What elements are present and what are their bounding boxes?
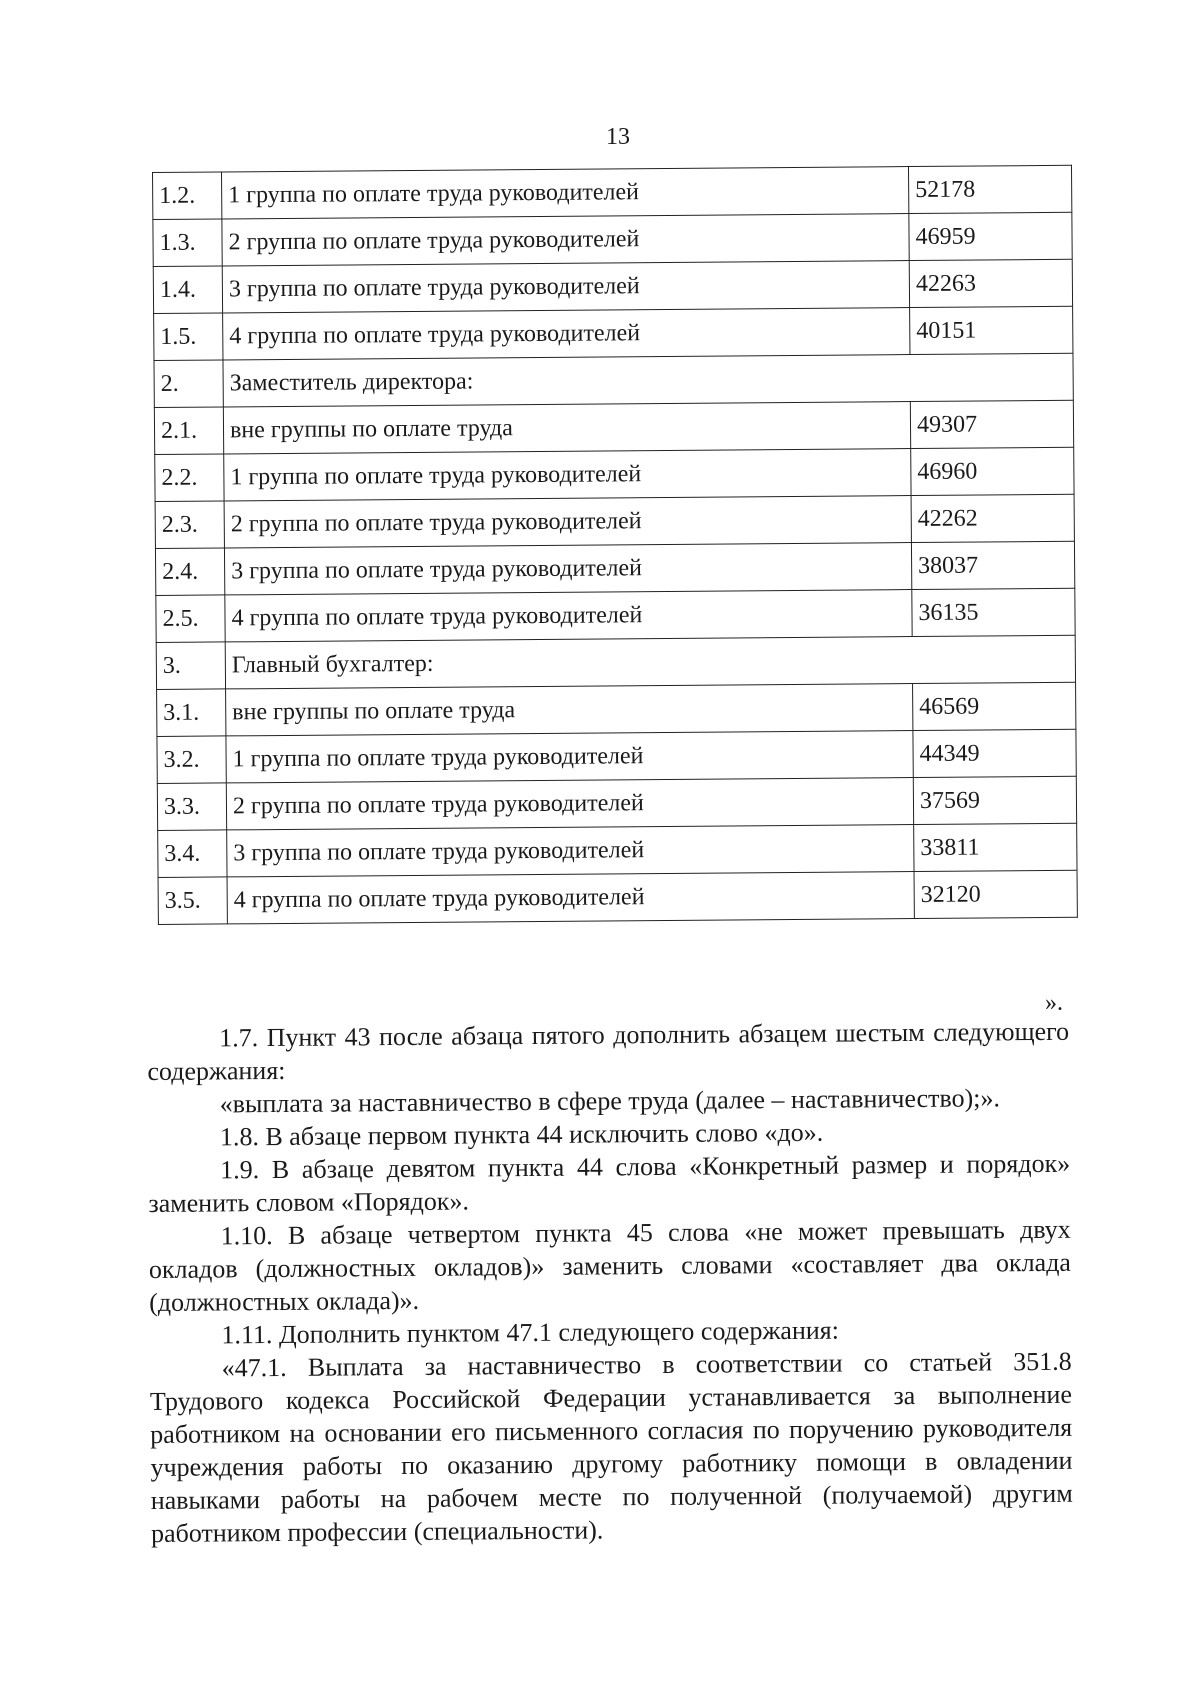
- table-row: [158, 823, 1077, 877]
- row-label: Главный бухгалтер:: [225, 635, 1075, 689]
- table-row: [155, 541, 1074, 595]
- row-label: 1 группа по оплате труда руководителей: [222, 167, 909, 219]
- salary-table: [152, 165, 1078, 925]
- row-salary-value: 52178: [908, 165, 1071, 213]
- paragraph: «47.1. Выплата за наставничество в соответствии со статьей 351.8 Трудового кодекса Российской Федерации устанавливается за выполнение работником на основании его письменного согласия по поручению руководителя учреждения работы по оказанию другому работнику помощи в овладении навыками работы на рабочем месте по полученной (получаемой) другим работником профессии (специальности).: [149, 1346, 1073, 1548]
- row-label: вне группы по оплате труда: [226, 684, 913, 736]
- row-salary-value: 49307: [910, 400, 1073, 448]
- table-row: [158, 870, 1077, 924]
- paragraph: 1.8. В абзаце первом пункта 44 исключить слово «до».: [219, 1117, 824, 1152]
- row-label: 4 группа по оплате труда руководителей: [225, 590, 912, 642]
- paragraph: 1.10. В абзаце четвертом пункта 45 слова «не может превышать двух окладов (должностных окладов)» заменить словами «составляет два оклада (должностных оклада)».: [148, 1214, 1072, 1317]
- row-salary-value: 46569: [913, 682, 1076, 730]
- row-number: 1.3.: [153, 219, 222, 267]
- table-row: [153, 212, 1072, 266]
- table-row: [153, 165, 1072, 219]
- row-number: 2.: [154, 360, 223, 408]
- row-label: 2 группа по оплате труда руководителей: [226, 778, 913, 830]
- row-label: 3 группа по оплате труда руководителей: [222, 261, 909, 313]
- row-number: 2.4.: [155, 548, 224, 596]
- row-number: 3.5.: [158, 877, 227, 925]
- row-number: 1.4.: [153, 266, 222, 314]
- row-label: 2 группа по оплате труда руководителей: [222, 214, 909, 266]
- salary-table-body: [153, 165, 1078, 924]
- page-number: 13: [606, 124, 630, 150]
- row-label: 1 группа по оплате труда руководителей: [226, 731, 913, 783]
- row-number: 1.5.: [154, 313, 223, 361]
- paragraph: 1.7. Пункт 43 после абзаца пятого дополнить абзацем шестым следующего содержания:: [147, 1016, 1070, 1086]
- row-salary-value: 42262: [911, 494, 1074, 542]
- paragraph: 1.9. В абзаце девятом пункта 44 слова «Конкретный размер и порядок» заменить словом «Порядок».: [148, 1148, 1071, 1218]
- table-row: [157, 682, 1076, 736]
- table-row: [157, 776, 1076, 830]
- table-row: [155, 494, 1074, 548]
- row-label: вне группы по оплате труда: [223, 402, 910, 454]
- row-number: 3.: [156, 642, 225, 690]
- row-number: 3.4.: [158, 830, 227, 878]
- paragraph: 1.11. Дополнить пунктом 47.1 следующего содержания:: [221, 1315, 840, 1350]
- row-number: 2.3.: [155, 501, 224, 549]
- row-number: 2.5.: [156, 595, 225, 643]
- row-label: 4 группа по оплате труда руководителей: [227, 872, 914, 924]
- row-label: 2 группа по оплате труда руководителей: [224, 496, 911, 548]
- row-number: 3.3.: [157, 783, 226, 831]
- row-salary-value: 40151: [910, 306, 1073, 354]
- row-number: 2.1.: [154, 407, 223, 455]
- row-salary-value: 32120: [914, 870, 1077, 918]
- table-row: [153, 259, 1072, 313]
- row-salary-value: 36135: [912, 588, 1075, 636]
- table-row: [154, 353, 1073, 407]
- closing-quote: ».: [1045, 990, 1063, 1016]
- row-salary-value: 33811: [914, 823, 1077, 871]
- row-salary-value: 37569: [913, 776, 1076, 824]
- row-salary-value: 38037: [911, 541, 1074, 589]
- row-salary-value: 42263: [909, 259, 1072, 307]
- table-row: [154, 306, 1073, 360]
- row-number: 3.1.: [157, 689, 226, 737]
- table-row: [156, 635, 1075, 689]
- table-row: [157, 729, 1076, 783]
- row-number: 2.2.: [155, 454, 224, 502]
- row-salary-value: 46960: [911, 447, 1074, 495]
- row-number: 1.2.: [153, 172, 222, 220]
- row-salary-value: 44349: [913, 729, 1076, 777]
- row-number: 3.2.: [157, 736, 226, 784]
- row-label: 3 группа по оплате труда руководителей: [227, 825, 914, 877]
- row-label: Заместитель директора:: [223, 353, 1073, 407]
- row-label: 3 группа по оплате труда руководителей: [224, 543, 911, 595]
- row-salary-value: 46959: [909, 212, 1072, 260]
- table-row: [156, 588, 1075, 642]
- amendment-text: [147, 1015, 1073, 1550]
- row-label: 4 группа по оплате труда руководителей: [223, 308, 910, 360]
- table-row: [154, 400, 1073, 454]
- paragraph: «выплата за наставничество в сфере труда (далее – наставничество);».: [219, 1083, 1001, 1119]
- row-label: 1 группа по оплате труда руководителей: [224, 449, 911, 501]
- table-row: [155, 447, 1074, 501]
